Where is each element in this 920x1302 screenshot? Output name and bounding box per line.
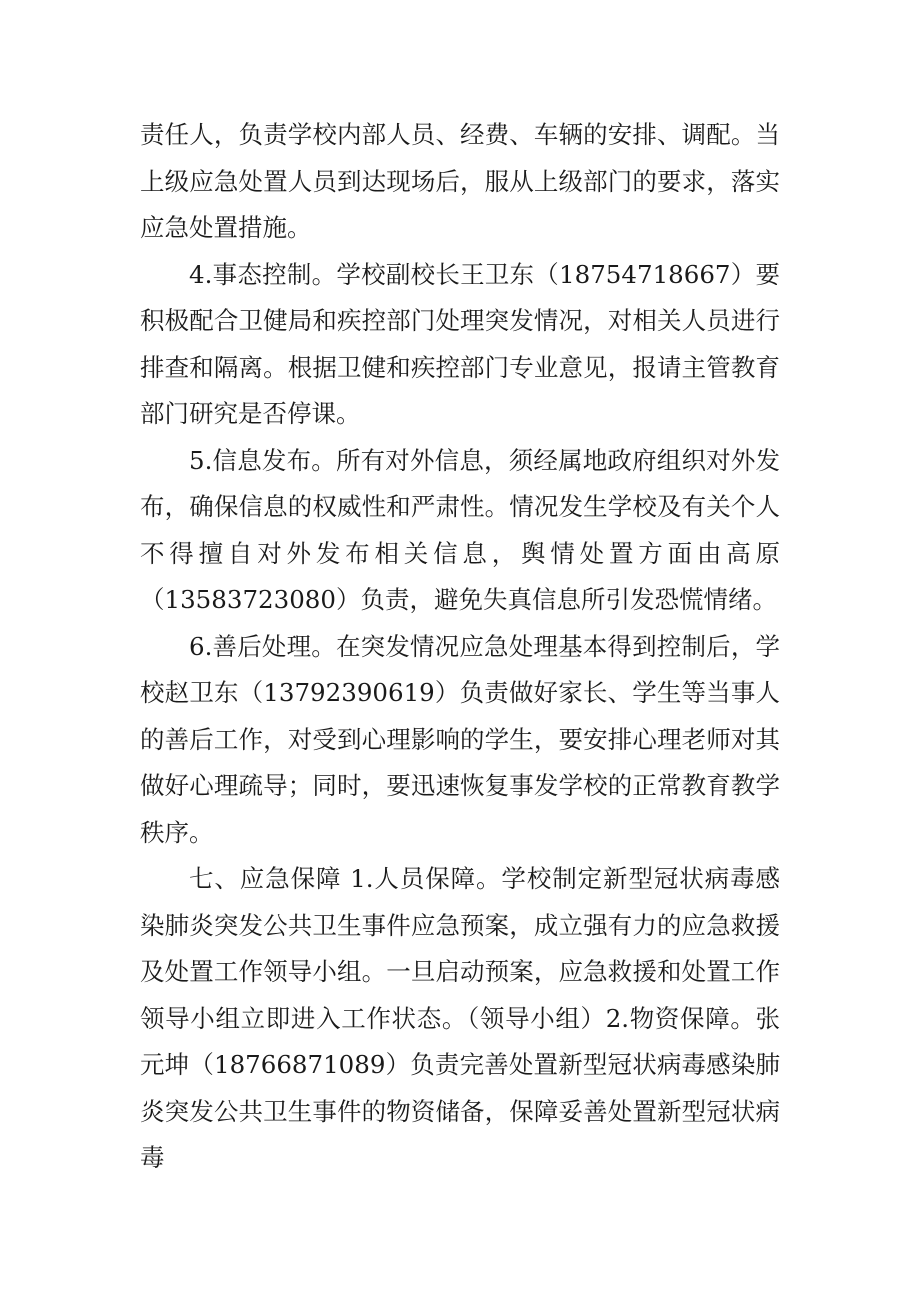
paragraph-emergency-support: 七、应急保障 1.人员保障。学校制定新型冠状病毒感染肺炎突发公共卫生事件应急预案，成立强有力的应急救援及处置工作领导小组。一旦启动预案，应急救援和处置工作领导小组立即进入工作状态。（领导小组）2.物资保障。张元坤（18766871089）负责完善处置新型冠状病毒感染肺炎突发公共卫生事件的物资储备，保障妥善处置新型冠状病毒 bbox=[140, 864, 780, 1172]
paragraph-information-release: 5.信息发布。所有对外信息，须经属地政府组织对外发布，确保信息的权威性和严肃性。情况发生学校及有关个人不得擅自对外发布相关信息，舆情处置方面由高原（13583723080）负责，避免失真信息所引发恐慌情绪。 bbox=[140, 445, 780, 614]
document-body bbox=[140, 112, 780, 1182]
paragraph-responsibility: 责任人，负责学校内部人员、经费、车辆的安排、调配。当上级应急处置人员到达现场后，服从上级部门的要求，落实应急处置措施。 bbox=[140, 120, 780, 242]
paragraph-situation-control: 4.事态控制。学校副校长王卫东（18754718667）要积极配合卫健局和疾控部门处理突发情况，对相关人员进行排查和隔离。根据卫健和疾控部门专业意见，报请主管教育部门研究是否停课。 bbox=[140, 259, 780, 428]
paragraph-aftermath-handling: 6.善后处理。在突发情况应急处理基本得到控制后，学校赵卫东（13792390619）负责做好家长、学生等当事人的善后工作，对受到心理影响的学生，要安排心理老师对其做好心理疏导；同时，要迅速恢复事发学校的正常教育教学秩序。 bbox=[140, 631, 780, 847]
